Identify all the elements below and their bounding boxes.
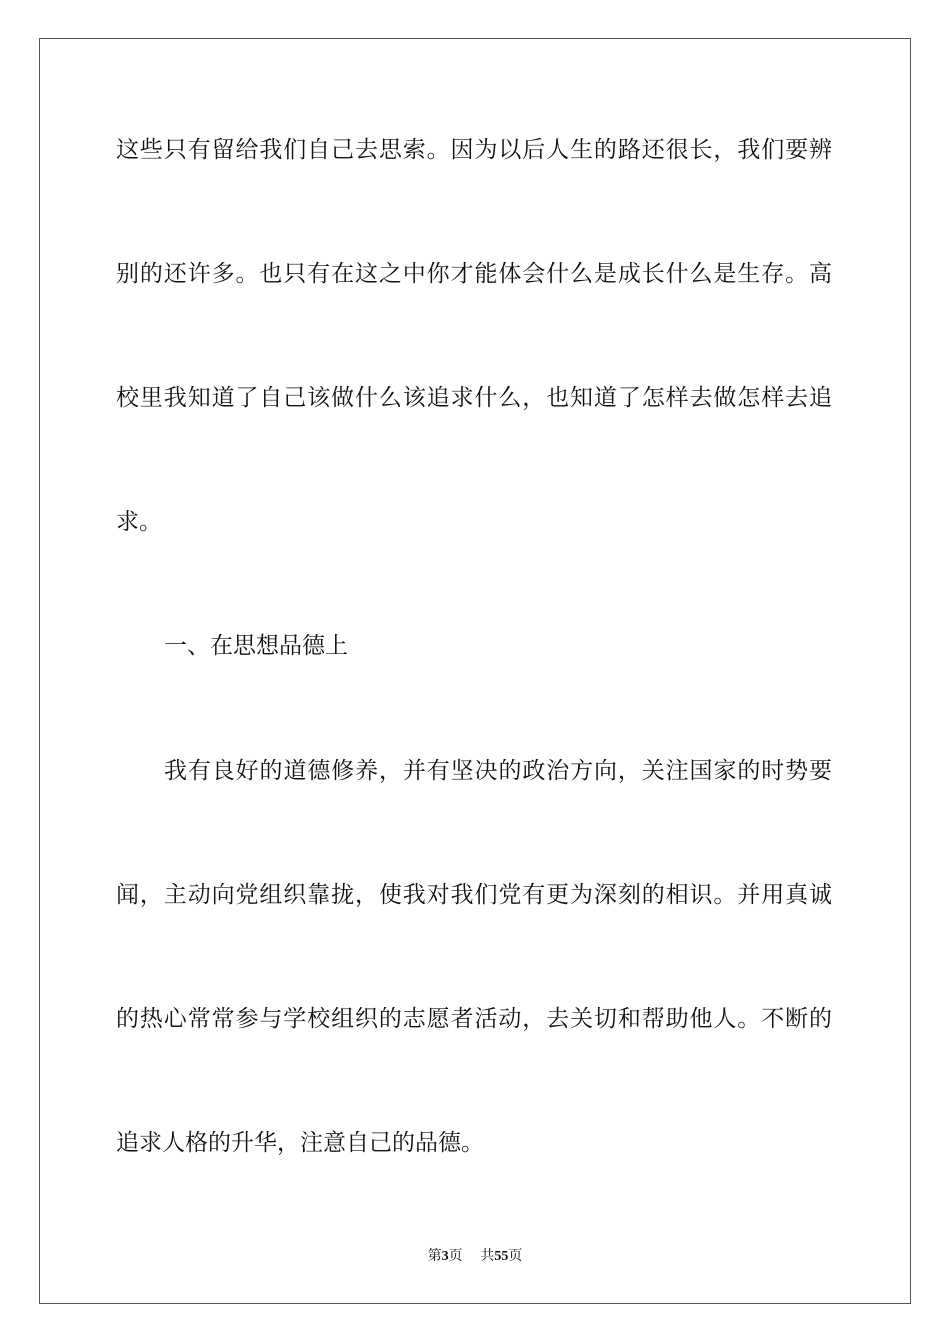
paragraph-2-line-2: 闻，主动向党组织靠拢，使我对我们党有更为深刻的相识。并用真诚 xyxy=(116,882,832,908)
paragraph-2-line-3: 的热心常常参与学校组织的志愿者活动，去关切和帮助他人。不断的 xyxy=(116,1006,832,1032)
footer-total-suffix: 页 xyxy=(508,1248,523,1264)
paragraph-2-line-4: 追求人格的升华，注意自己的品德。 xyxy=(116,1130,484,1156)
footer-page-number: 3 xyxy=(441,1249,449,1264)
paragraph-1-line-3: 校里我知道了自己该做什么该追求什么，也知道了怎样去做怎样去追 xyxy=(116,385,832,411)
paragraph-1-line-1: 这些只有留给我们自己去思索。因为以后人生的路还很长，我们要辨 xyxy=(116,137,832,163)
footer-total-pages: 55 xyxy=(494,1249,509,1264)
paragraph-2-line-1: 我有良好的道德修养，并有坚决的政治方向，关注国家的时势要 xyxy=(164,758,832,784)
paragraph-1-line-4: 求。 xyxy=(116,509,162,535)
paragraph-1-line-2: 别的还许多。也只有在这之中你才能体会什么是成长什么是生存。高 xyxy=(116,261,832,287)
page-footer xyxy=(0,1246,950,1267)
footer-total-prefix: 共 xyxy=(480,1248,495,1264)
footer-page-suffix: 页 xyxy=(448,1248,463,1264)
page-frame xyxy=(39,38,911,1304)
footer-page-prefix: 第 xyxy=(427,1248,442,1264)
section-heading: 一、在思想品德上 xyxy=(164,633,348,659)
